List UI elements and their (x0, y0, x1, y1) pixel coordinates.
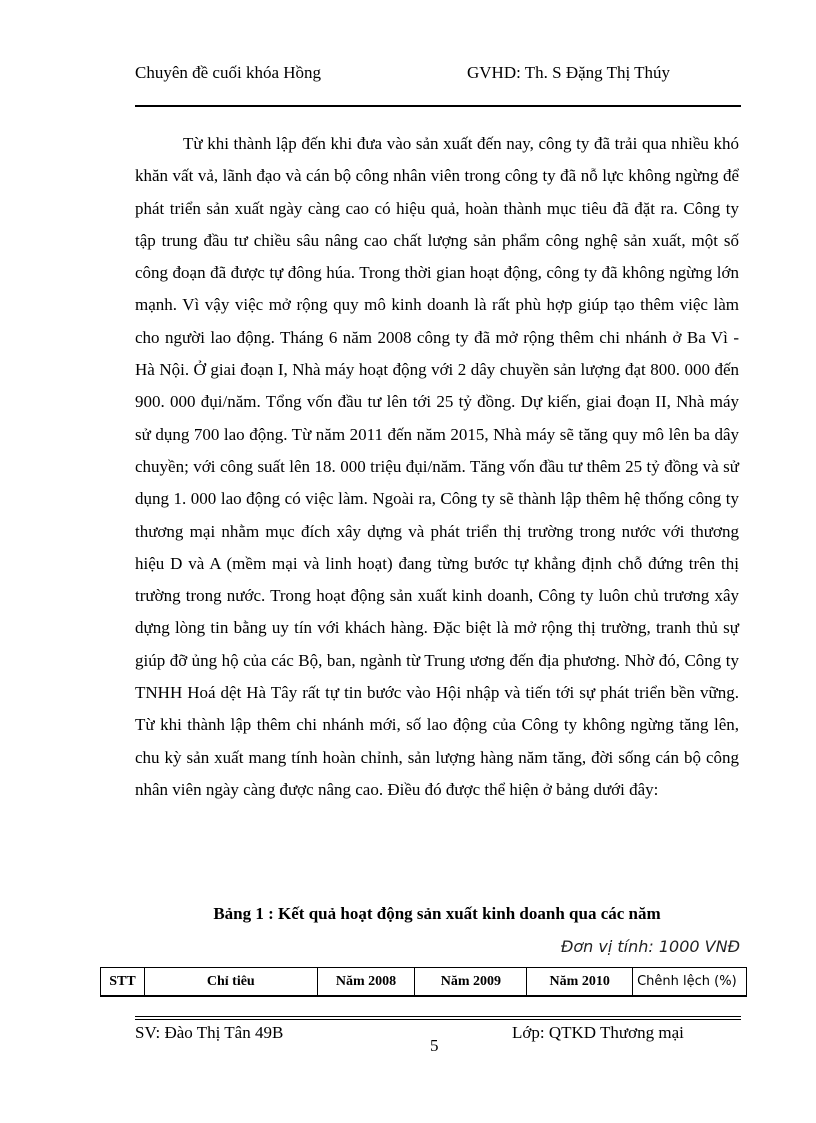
col-difference: Chênh lệch (%) (633, 968, 747, 997)
table-title: Bảng 1 : Kết quả hoạt động sản xuất kinh doanh qua các năm (213, 904, 661, 923)
footer-student: SV: Đào Thị Tân 49B (135, 1023, 284, 1042)
results-table (100, 967, 747, 997)
col-stt: STT (101, 968, 145, 997)
header-left-title: Chuyên đề cuối khóa Hồng (135, 63, 322, 82)
footer-class: Lớp: QTKD Thương mại (512, 1023, 684, 1042)
table-unit: Đơn vị tính: 1000 VNĐ (560, 937, 740, 956)
footer-divider (135, 1016, 741, 1017)
body-text (135, 128, 739, 806)
table-header-row (101, 968, 747, 997)
header-divider (135, 105, 741, 107)
col-2010: Năm 2010 (527, 968, 633, 997)
col-2008: Năm 2008 (317, 968, 415, 997)
footer-divider-second (135, 1019, 741, 1020)
body-paragraph: Từ khi thành lập đến khi đưa vào sản xuất đến nay, công ty đã trải qua nhiều khó khăn vất vả, lãnh đạo và cán bộ công nhân viên trong công ty đã nỗ lực không ngừng để phát triển sản xuất ngày càng cao có hiệu quả, hoàn thành mục tiêu đã đặt ra. Công ty tập trung đầu tư chiều sâu nâng cao chất lượng sản phẩm công nghệ sản xuất, một số công đoạn đã được tự đông húa. Trong thời gian hoạt động, công ty đã không ngừng lớn mạnh. Vì vậy việc mở rộng quy mô kinh doanh là rất phù hợp giúp tạo thêm việc làm cho người lao động. Tháng 6 năm 2008 công ty đã mở rộng thêm chi nhánh ở Ba Vì - Hà Nội. Ở giai đoạn I, Nhà máy hoạt động với 2 dây chuyền sản lượng đạt 800. 000 đến 900. 000 đụi/năm. Tổng vốn đầu tư lên tới 25 tỷ đồng. Dự kiến, giai đoạn II, Nhà máy sử dụng 700 lao động. Từ năm 2011 đến năm 2015, Nhà máy sẽ tăng quy mô lên ba dây chuyền; với công suất lên 18. 000 triệu đụi/năm. Tăng vốn đầu tư thêm 25 tỷ đồng và sử dụng 1. 000 lao động có việc làm. Ngoài ra, Công ty sẽ thành lập thêm hệ thống công ty thương mại nhằm mục đích xây dựng và phát triển thị trường trong nước với thương hiệu D và A (mềm mại và linh hoạt) đang từng bước tự khẳng định chỗ đứng trên thị trường trong nước. Trong hoạt động sản xuất kinh doanh, Công ty luôn chủ trương xây dựng lòng tin bằng uy tín với khách hàng. Đặc biệt là mở rộng thị trường, tranh thủ sự giúp đỡ ủng hộ của các Bộ, ban, ngành từ Trung ương đến địa phương. Nhờ đó, Công ty TNHH Hoá dệt Hà Tây rất tự tin bước vào Hội nhập và tiến tới sự phát triển bền vững. Từ khi thành lập thêm chi nhánh mới, số lao động của Công ty không ngừng tăng lên, chu kỳ sản xuất mang tính hoàn chỉnh, sản lượng hàng năm tăng, đời sống cán bộ công nhân viên ngày càng được nâng cao. Điều đó được thể hiện ở bảng dưới đây: (135, 134, 739, 799)
col-2009: Năm 2009 (415, 968, 527, 997)
header-supervisor: GVHD: Th. S Đặng Thị Thúy (467, 63, 671, 82)
page-number: 5 (430, 1036, 439, 1055)
col-indicator: Chỉ tiêu (144, 968, 317, 997)
